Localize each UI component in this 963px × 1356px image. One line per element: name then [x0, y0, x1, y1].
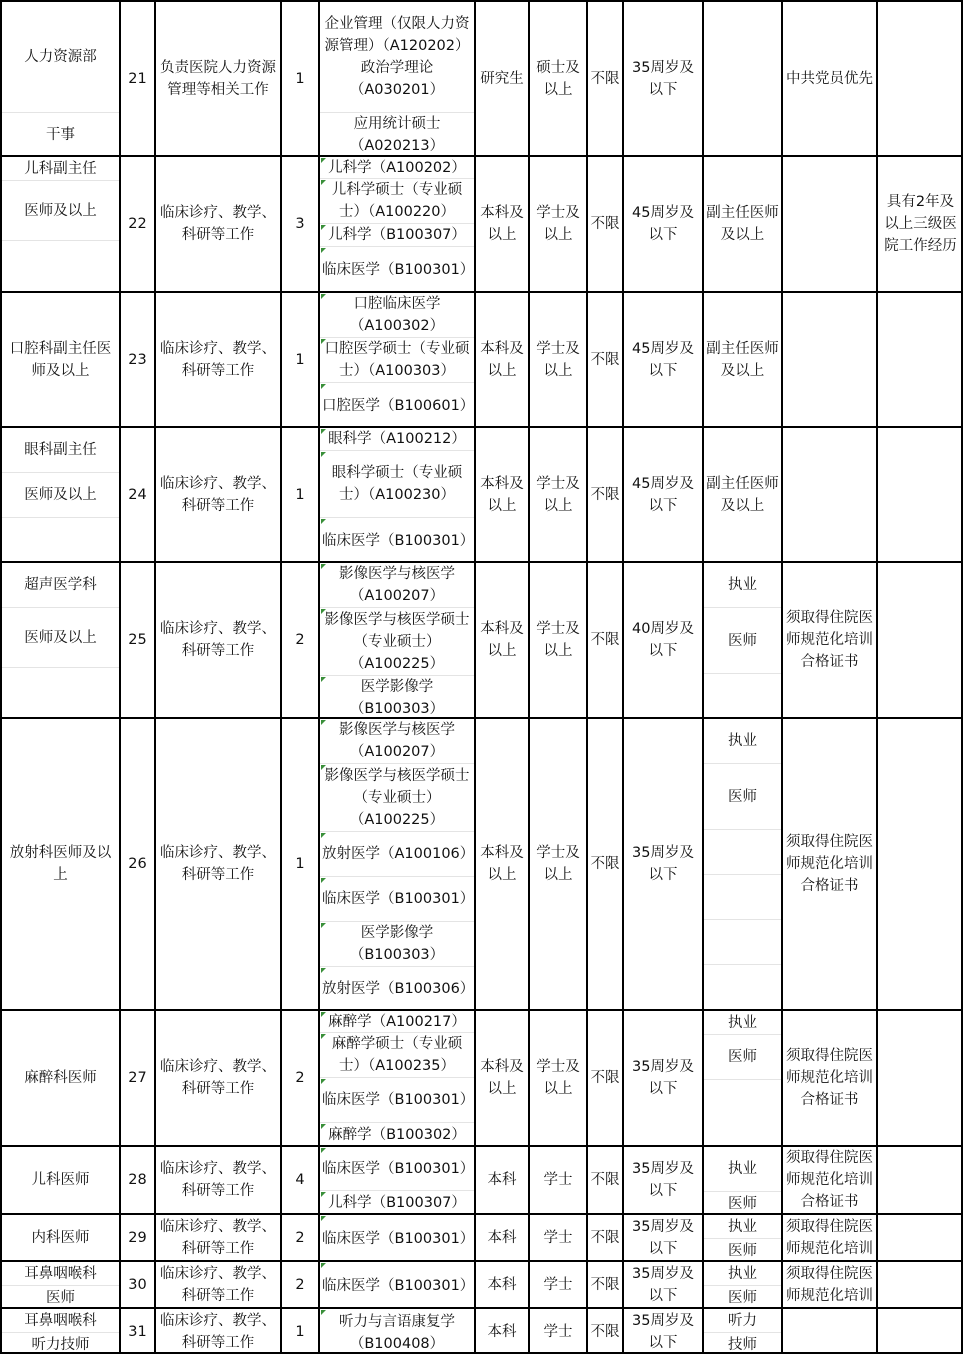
major-cell: 医学影像学（B100303）: [320, 922, 474, 967]
other-cell: 不限: [590, 1323, 620, 1340]
count-cell: 2: [295, 632, 305, 648]
education-cell: 本科: [487, 1323, 517, 1340]
comment-marker-icon: [321, 180, 326, 185]
title-cell: 医师: [728, 1289, 757, 1306]
title-cell: 执业: [704, 719, 781, 764]
title-cell: 执业: [704, 1262, 781, 1286]
comment-marker-icon: [321, 1263, 326, 1268]
major-cell: 临床医学（B100301）: [320, 877, 474, 922]
degree-cell: 学士及以上: [536, 621, 580, 659]
age-cell: 35周岁及以下: [632, 1265, 694, 1304]
dept-cell: [2, 241, 119, 293]
age-cell: 35周岁及以下: [632, 1218, 694, 1257]
count-cell: 2: [295, 1276, 305, 1293]
comment-marker-icon: [321, 1216, 326, 1221]
degree-cell: 学士: [543, 1323, 573, 1340]
education-cell: 本科: [487, 1172, 517, 1188]
major-cell: 临床医学（B100301）: [320, 1215, 474, 1262]
count-cell: 1: [295, 486, 305, 503]
comment-marker-icon: [321, 158, 326, 163]
title-cell: 医师: [704, 1035, 781, 1080]
title-cell: 医师: [728, 1242, 757, 1259]
number-cell: 21: [128, 70, 147, 87]
comment-marker-icon: [321, 720, 326, 725]
age-cell: 35周岁及以下: [632, 1059, 694, 1097]
dept-cell: 儿科副主任: [2, 157, 119, 181]
age-cell: 40周岁及以下: [632, 621, 694, 659]
education-cell: 本科: [487, 1276, 517, 1293]
remarks-cell: 具有2年及以上三级医院工作经历: [884, 194, 957, 254]
title-cell: [704, 2, 781, 155]
comment-marker-icon: [321, 339, 326, 344]
major-cell: 影像医学与核医学（A100207）: [320, 719, 474, 764]
comment-marker-icon: [321, 1310, 326, 1315]
education-cell: 本科及以上: [480, 621, 524, 659]
remarks-cell: [878, 428, 963, 561]
major-cell: 医学影像学（B100303）: [320, 676, 474, 719]
count-cell: 2: [295, 1229, 305, 1246]
degree-cell: 学士及以上: [536, 845, 580, 883]
comment-marker-icon: [321, 923, 326, 928]
number-cell: 28: [128, 1172, 147, 1188]
title-cell: [704, 1080, 781, 1147]
age-cell: 35周岁及以下: [632, 59, 694, 98]
other-cell: 不限: [590, 216, 620, 232]
degree-cell: 学士: [543, 1229, 573, 1246]
requirement-cell: [783, 428, 876, 561]
comment-marker-icon: [321, 1124, 326, 1129]
duty-cell: 临床诊疗、教学、科研等工作: [160, 340, 276, 379]
degree-cell: 学士及以上: [536, 475, 580, 514]
major-cell: 麻醉学硕士（专业硕士）（A100235）: [320, 1033, 474, 1078]
dept-cell: 儿科医师: [31, 1172, 90, 1188]
age-cell: 45周岁及以下: [632, 475, 694, 514]
number-cell: 30: [128, 1276, 147, 1293]
education-cell: 本科及以上: [480, 845, 524, 883]
major-cell: 眼科学硕士（专业硕士）（A100230）: [320, 451, 474, 518]
dept-cell: 干事: [46, 127, 75, 143]
requirement-cell: 中共党员优先: [786, 70, 873, 87]
comment-marker-icon: [321, 1079, 326, 1084]
education-cell: 本科及以上: [480, 475, 524, 514]
requirement-cell: 须取得住院医师规范化培训合格证书: [786, 1150, 873, 1210]
degree-cell: 学士及以上: [536, 205, 580, 243]
degree-cell: 学士及以上: [536, 340, 580, 379]
education-cell: 本科及以上: [480, 340, 524, 379]
education-cell: 研究生: [480, 70, 524, 87]
title-cell: 执业: [704, 1147, 781, 1192]
requirement-cell: 须取得住院医师规范化培训合格证书: [786, 1048, 873, 1108]
duty-cell: 临床诊疗、教学、科研等工作: [160, 1312, 276, 1351]
other-cell: 不限: [590, 1229, 620, 1246]
requirement-cell: 须取得住院医师规范化培训合格证书: [786, 834, 873, 894]
comment-marker-icon: [321, 294, 326, 299]
duty-cell: 临床诊疗、教学、科研等工作: [160, 1218, 276, 1257]
title-cell: 执业: [704, 1215, 781, 1239]
comment-marker-icon: [321, 519, 326, 524]
major-cell: 听力与言语康复学（B100408）: [320, 1309, 474, 1356]
title-cell: 执业: [704, 1011, 781, 1035]
title-cell: 技师: [728, 1336, 757, 1353]
major-cell: 放射医学（A100106）: [320, 832, 474, 877]
degree-cell: 学士: [543, 1276, 573, 1293]
comment-marker-icon: [321, 765, 326, 770]
comment-marker-icon: [321, 677, 326, 682]
duty-cell: 临床诊疗、教学、科研等工作: [160, 205, 276, 243]
title-cell: 副主任医师及以上: [706, 475, 779, 514]
remarks-cell: [878, 1011, 963, 1145]
remarks-cell: [878, 719, 963, 1009]
remarks-cell: [878, 1262, 963, 1307]
age-cell: 35周岁及以下: [632, 845, 694, 883]
duty-cell: 临床诊疗、教学、科研等工作: [160, 1161, 276, 1199]
comment-marker-icon: [321, 878, 326, 883]
remarks-cell: [878, 1215, 963, 1260]
comment-marker-icon: [321, 429, 326, 434]
dept-cell: [2, 668, 119, 719]
dept-cell: 医师及以上: [2, 608, 119, 668]
other-cell: 不限: [590, 632, 620, 648]
age-cell: 35周岁及以下: [632, 1161, 694, 1199]
requirement-cell: [783, 1309, 876, 1354]
number-cell: 23: [128, 351, 147, 368]
major-cell: 影像医学与核医学硕士（专业硕士）（A100225）: [320, 608, 474, 676]
title-cell: 副主任医师及以上: [706, 205, 779, 243]
dept-cell: 超声医学科: [2, 563, 119, 608]
education-cell: 本科: [487, 1229, 517, 1246]
comment-marker-icon: [321, 1034, 326, 1039]
duty-cell: 负责医院人力资源管理等相关工作: [160, 59, 276, 98]
major-cell: 临床医学（B100301）: [320, 518, 474, 563]
number-cell: 29: [128, 1229, 147, 1246]
education-cell: 本科及以上: [480, 1059, 524, 1097]
degree-cell: 学士: [543, 1172, 573, 1188]
title-cell: 医师: [728, 1195, 757, 1212]
number-cell: 25: [128, 632, 147, 648]
duty-cell: 临床诊疗、教学、科研等工作: [160, 845, 276, 883]
major-cell: 企业管理（仅限人力资源管理）（A120202）政治学理论（A030201）: [320, 2, 474, 113]
dept-cell: 医师及以上: [2, 473, 119, 518]
comment-marker-icon: [321, 833, 326, 838]
requirement-cell: 须取得住院医师规范化培训: [786, 1265, 873, 1304]
number-cell: 22: [128, 216, 147, 232]
requirement-cell: [783, 293, 876, 426]
count-cell: 4: [295, 1172, 305, 1188]
other-cell: 不限: [590, 486, 620, 503]
count-cell: 1: [295, 351, 305, 368]
number-cell: 26: [128, 856, 147, 872]
degree-cell: 学士及以上: [536, 1059, 580, 1097]
number-cell: 24: [128, 486, 147, 503]
count-cell: 2: [295, 1070, 305, 1086]
title-cell: [704, 965, 781, 1011]
dept-cell: 麻醉科医师: [24, 1070, 97, 1086]
comment-marker-icon: [321, 968, 326, 973]
dept-cell: 听力技师: [31, 1336, 90, 1353]
number-cell: 27: [128, 1070, 147, 1086]
count-cell: 1: [295, 70, 305, 87]
title-cell: 听力: [704, 1309, 781, 1333]
remarks-cell: [878, 293, 963, 426]
major-cell: 影像医学与核医学硕士（专业硕士）（A100225）: [320, 764, 474, 832]
comment-marker-icon: [321, 248, 326, 253]
major-cell: 麻醉学（A100217）: [320, 1011, 474, 1033]
comment-marker-icon: [321, 609, 326, 614]
major-cell: 应用统计硕士（A020213）: [349, 116, 445, 154]
major-cell: 儿科学（B100307）: [320, 1191, 474, 1215]
comment-marker-icon: [321, 452, 326, 457]
other-cell: 不限: [590, 1172, 620, 1188]
dept-cell: 耳鼻咽喉科: [2, 1262, 119, 1286]
major-cell: 放射医学（B100306）: [320, 967, 474, 1011]
dept-cell: [2, 518, 119, 563]
title-cell: [704, 875, 781, 920]
dept-cell: 医师及以上: [2, 181, 119, 241]
duty-cell: 临床诊疗、教学、科研等工作: [160, 1265, 276, 1304]
remarks-cell: [878, 563, 963, 717]
major-cell: 儿科学（A100202）: [320, 157, 474, 179]
major-cell: 麻醉学（B100302）: [320, 1123, 474, 1147]
comment-marker-icon: [321, 225, 326, 230]
major-cell: 口腔临床医学（A100302）: [320, 293, 474, 338]
age-cell: 45周岁及以下: [632, 340, 694, 379]
comment-marker-icon: [321, 564, 326, 569]
requirement-cell: 须取得住院医师规范化培训: [786, 1218, 873, 1257]
major-cell: 儿科学硕士（专业硕士）（A100220）: [320, 179, 474, 224]
dept-cell: 眼科副主任: [2, 428, 119, 473]
major-cell: 口腔医学硕士（专业硕士）（A100303）: [320, 338, 474, 383]
other-cell: 不限: [590, 856, 620, 872]
remarks-cell: [878, 1309, 963, 1354]
title-cell: 执业: [704, 563, 781, 608]
title-cell: [704, 920, 781, 965]
major-cell: 影像医学与核医学（A100207）: [320, 563, 474, 608]
duty-cell: 临床诊疗、教学、科研等工作: [160, 475, 276, 514]
major-cell: 儿科学（B100307）: [320, 224, 474, 247]
comment-marker-icon: [321, 1012, 326, 1017]
major-cell: 临床医学（B100301）: [320, 1078, 474, 1123]
comment-marker-icon: [321, 384, 326, 389]
count-cell: 1: [295, 1323, 305, 1340]
other-cell: 不限: [590, 1276, 620, 1293]
requirement-cell: [783, 157, 876, 291]
remarks-cell: [878, 2, 963, 155]
count-cell: 1: [295, 856, 305, 872]
comment-marker-icon: [321, 1192, 326, 1197]
major-cell: 临床医学（B100301）: [320, 1262, 474, 1309]
title-cell: 医师: [704, 764, 781, 830]
dept-cell: 放射科医师及以上: [9, 845, 112, 883]
count-cell: 3: [295, 216, 305, 232]
title-cell: 副主任医师及以上: [706, 340, 779, 379]
other-cell: 不限: [590, 70, 620, 87]
other-cell: 不限: [590, 1070, 620, 1086]
major-cell: 眼科学（A100212）: [320, 428, 474, 451]
degree-cell: 硕士及以上: [536, 59, 580, 98]
major-cell: 临床医学（B100301）: [320, 247, 474, 292]
other-cell: 不限: [590, 351, 620, 368]
number-cell: 31: [128, 1323, 147, 1340]
dept-cell: 内科医师: [31, 1229, 90, 1246]
comment-marker-icon: [321, 1148, 326, 1153]
title-cell: [704, 674, 781, 719]
dept-cell: 医师: [46, 1289, 75, 1306]
dept-cell: 耳鼻咽喉科: [2, 1309, 119, 1333]
major-cell: 口腔医学（B100601）: [320, 383, 474, 428]
duty-cell: 临床诊疗、教学、科研等工作: [160, 1059, 276, 1097]
age-cell: 45周岁及以下: [632, 205, 694, 243]
dept-cell: 人力资源部: [2, 2, 119, 113]
age-cell: 35周岁及以下: [632, 1312, 694, 1351]
requirement-cell: 须取得住院医师规范化培训合格证书: [786, 610, 873, 670]
title-cell: 医师: [704, 608, 781, 674]
title-cell: [704, 830, 781, 875]
dept-cell: 口腔科副主任医师及以上: [9, 340, 112, 379]
remarks-cell: [878, 1147, 963, 1213]
education-cell: 本科及以上: [480, 205, 524, 243]
duty-cell: 临床诊疗、教学、科研等工作: [160, 621, 276, 659]
major-cell: 临床医学（B100301）: [320, 1147, 474, 1191]
